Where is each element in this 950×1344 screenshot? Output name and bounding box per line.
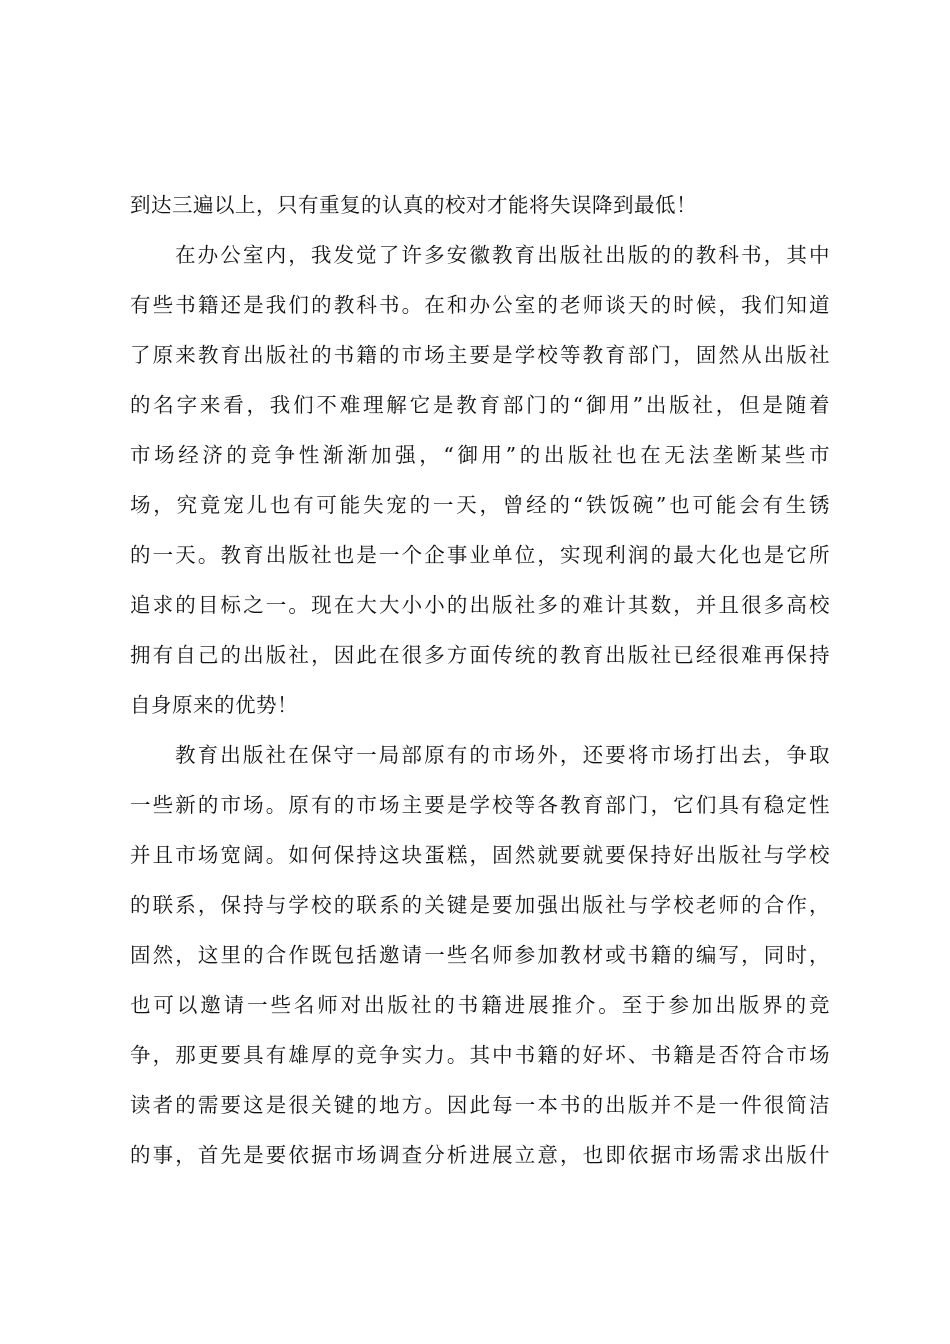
text-line: 有些书籍还是我们的教科书。在和办公室的老师谈天的时候，我们知道 — [130, 293, 830, 317]
text-line: 争，那更要具有雄厚的竞争实力。其中书籍的好坏、书籍是否符合市场 — [130, 1043, 830, 1067]
text-line: 的事，首先是要依据市场调查分析进展立意，也即依据市场需求出版什 — [130, 1143, 830, 1167]
paragraph-first-line: 在办公室内，我发觉了许多安徽教育出版社出版的的教科书，其中 — [175, 243, 830, 267]
text-line: 场，究竟宠儿也有可能失宠的一天，曾经的“铁饭碗”也可能会有生锈 — [130, 493, 830, 517]
text-line: 拥有自己的出版社，因此在很多方面传统的教育出版社已经很难再保持 — [130, 643, 830, 667]
text-line: 到达三遍以上，只有重复的认真的校对才能将失误降到最低！ — [130, 193, 697, 217]
paragraph-first-line: 教育出版社在保守一局部原有的市场外，还要将市场打出去，争取 — [175, 743, 830, 767]
text-line: 的一天。教育出版社也是一个企事业单位，实现利润的最大化也是它所 — [130, 543, 830, 567]
text-line: 市场经济的竞争性渐渐加强，“御用”的出版社也在无法垄断某些市 — [130, 443, 830, 467]
text-line: 追求的目标之一。现在大大小小的出版社多的难计其数，并且很多高校 — [130, 593, 830, 617]
text-line: 一些新的市场。原有的市场主要是学校等各教育部门，它们具有稳定性 — [130, 793, 830, 817]
text-line: 读者的需要这是很关键的地方。因此每一本书的出版并不是一件很简洁 — [130, 1093, 830, 1117]
text-line: 固然，这里的合作既包括邀请一些名师参加教材或书籍的编写，同时， — [130, 943, 830, 967]
text-line: 了原来教育出版社的书籍的市场主要是学校等教育部门，固然从出版社 — [130, 343, 830, 367]
text-line: 的联系，保持与学校的联系的关键是要加强出版社与学校老师的合作， — [130, 893, 830, 917]
text-line: 自身原来的优势！ — [130, 693, 298, 717]
text-line: 并且市场宽阔。如何保持这块蛋糕，固然就要就要保持好出版社与学校 — [130, 843, 830, 867]
text-line: 的名字来看，我们不难理解它是教育部门的“御用”出版社，但是随着 — [130, 393, 830, 417]
text-line: 也可以邀请一些名师对出版社的书籍进展推介。至于参加出版界的竞 — [130, 993, 830, 1017]
